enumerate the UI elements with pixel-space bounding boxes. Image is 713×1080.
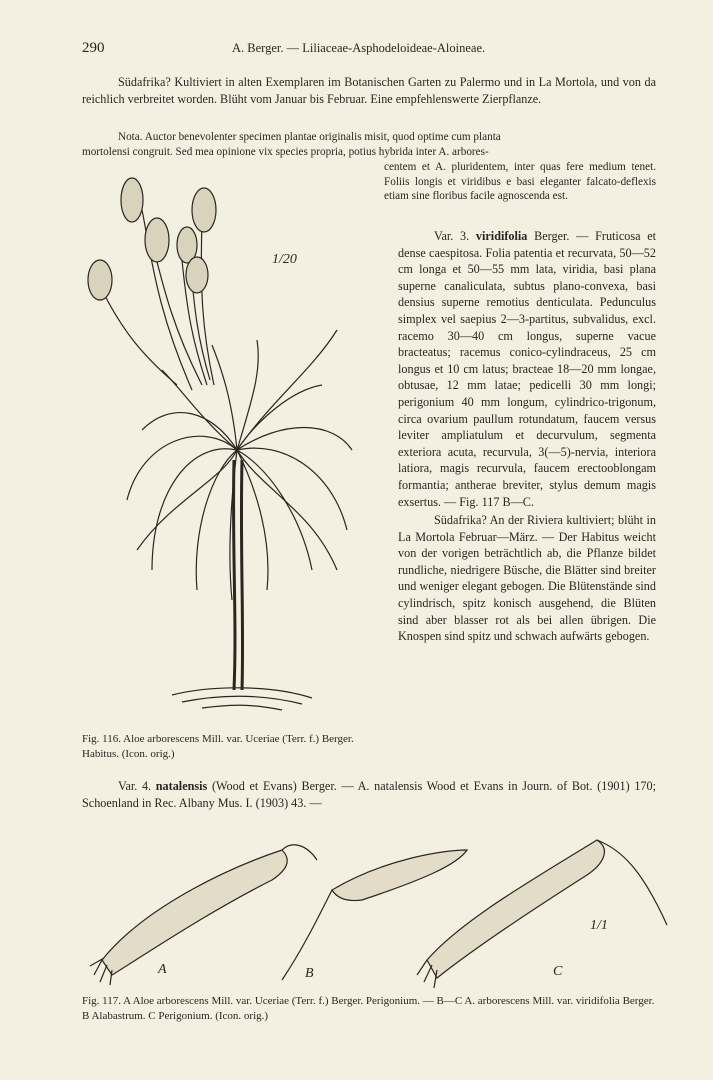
intro-paragraph — [82, 74, 656, 107]
fig-117-label-c: C — [553, 964, 563, 979]
fig-117-label-a: A — [158, 962, 167, 977]
fig-117-label-b: B — [305, 966, 314, 981]
var3-distribution: Südafrika? An der Riviera kultiviert; blüht in La Mortola Februar—März. — Der Habitus weicht von der vorigen beträchtlich ab, die Pflanze bildet rundliche, niedrigere Büsche, die Blätter sind breiter und weniger elegant gebogen. Die Blütenstände sind cylindrisch, spitz konisch ausgehend, die Blüten sind aber blasser rot als bei allen übrigen. Die Knospen sind spitz und schwach aufwärts gebogen. — [398, 513, 656, 644]
page-number: 290 — [82, 40, 105, 56]
var3-label: Var. 3. — [434, 229, 470, 243]
var4-text: (Wood et Evans) Berger. — A. natalensis Wood et Evans in Journ. of Bot. (1901) 170; Schoenland in Rec. Albany Mus. I. (1903) 43. — — [82, 779, 656, 810]
var3-paragraph — [398, 228, 656, 510]
fig-117-illustration — [82, 830, 682, 990]
var4-name: natalensis — [155, 779, 208, 793]
var3-description — [398, 228, 656, 645]
page-header — [82, 40, 656, 60]
var3-text: Berger. — Fruticosa et dense caespitosa. Folia patentia et recurvata, 50—52 cm longa et 50—55 mm lata, viridia, basi plana superne canaliculata, subtus plano-convexa, basi densius superne remotius denticulata. Pedunculus simplex vel saepius 2—3-partitus, subvalidus, excl. racemo 30—40 cm longus, superne vacue bracteatus; racemus conico-cylindraceus, 25 cm longus et 10 cm latus; bracteae 18—20 mm longae, obtusae, 12 mm latae; pedicelli 30 mm longi; perigonium 40 mm longum, cylindrico-trigonum, circa ovarium paullum rotundatum, faucem versus leviter ampliatulum et decurvulum, segmenta exteriora acuta, recurvula, 3(—5)-nervia, interiora latiora, magis recurvula, faucem erectooblongam formantia; antherae breviter, stylus demum magis exsertus. — Fig. 117 B—C. — [398, 229, 657, 509]
nota-line-2: mortolensi congruit. Sed mea opinione vix species propria, potius hybrida inter A. arbores- — [82, 145, 489, 158]
fig-116-illustration — [82, 170, 382, 730]
nota-line-1: Nota. Auctor benevolenter specimen plantae originalis misit, quod optime cum planta — [118, 131, 501, 143]
var4-label: Var. 4. — [118, 779, 152, 793]
distribution-paragraph: Südafrika? Kultiviert in alten Exemplaren im Botanischen Garten zu Palermo und in La Mortola, und von da reichlich verbreitet worden. Blüht vom Januar bis Februar. Eine empfehlenswerte Zierpflanze. — [82, 75, 656, 106]
nota-continuation-text: centem et A. pluridentem, inter quas fere medium tenet. Foliis longis et viridibus e basi eleganter falcato-deflexis etiam sine floribus facile agnoscenda est. — [384, 161, 656, 203]
var4-paragraph — [82, 778, 656, 811]
nota-continuation — [384, 160, 656, 204]
fig-117-caption: Fig. 117. A Aloe arborescens Mill. var. Uceriae (Terr. f.) Berger. Perigonium. — B—C A. arborescens Mill. var. viridifolia Berger. B Alabastrum. C Perigonium. (Icon. orig.) — [82, 995, 655, 1022]
fig-116-caption: Fig. 116. Aloe arborescens Mill. var. Uceriae (Terr. f.) Berger. Habitus. (Icon. orig.) — [82, 733, 354, 760]
nota-paragraph — [82, 130, 656, 159]
fig-116-scale: 1/20 — [272, 252, 297, 267]
var3-name: viridifolia — [475, 229, 528, 243]
running-head: A. Berger. — Liliaceae-Asphodeloideae-Aloineae. — [232, 41, 486, 55]
fig-117-scale: 1/1 — [590, 918, 608, 933]
